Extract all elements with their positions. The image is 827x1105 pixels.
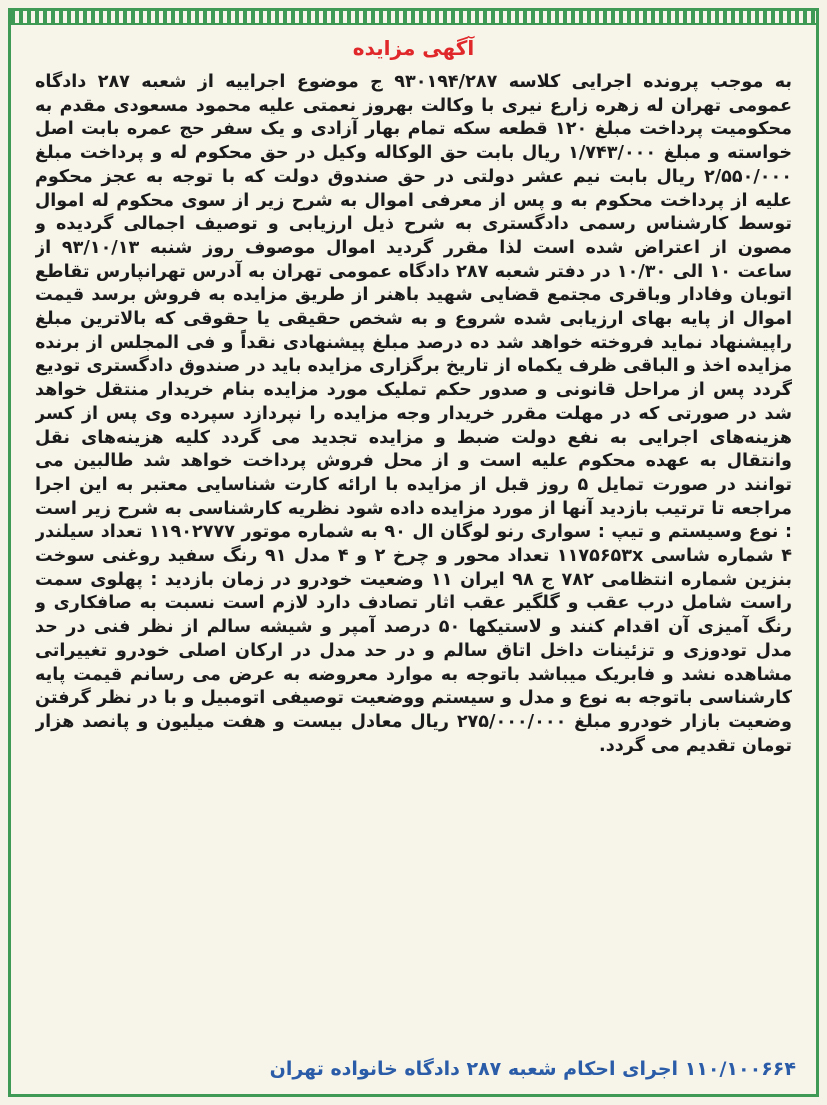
notice-footer: ۱۱۰/۱۰۰۶۶۴ اجرای احکام شعبه ۲۸۷ دادگاه خانواده تهران: [269, 1058, 796, 1080]
decorative-border: [11, 11, 816, 25]
notice-title: آگهی مزایده: [352, 36, 475, 60]
notice-body: به موجب پرونده اجرایی کلاسه ۹۳۰۱۹۴/۲۸۷ ج موضوع اجراییه از شعبه ۲۸۷ دادگاه عمومی تهران له زهره زارع نیری با وکالت بهروز نعمتی علیه محمود مسعودی مقدم به محکومیت پرداخت مبلغ ۱۲۰ قطعه سکه تمام بهار آزادی و یک سفر حج عمره بابت اصل خواسته و مبلغ ۱/۷۴۳/۰۰۰ ریال بابت حق الوکاله وکیل در حق محکوم له و پرداخت مبلغ ۲/۵۵۰/۰۰۰ ریال بابت نیم عشر دولتی در حق صندوق دولت که با توجه به عجز محکوم علیه از پرداخت محکوم به و پس از معرفی اموال به شرح زیر از سوی محکوم له اموال توسط کارشناس رسمی دادگستری به شرح ذیل ارزیابی و توصیف اجمالی گردیده و مصون از اعتراض شده است لذا مقرر گردید اموال موصوف روز شنبه ۹۳/۱۰/۱۳ از ساعت ۱۰ الی ۱۰/۳۰ در دفتر شعبه ۲۸۷ دادگاه عمومی تهران به آدرس تهرانپارس تقاطع اتوبان وفادار وباقری مجتمع قضایی شهید باهنر از طریق مزایده به فروش برسد قیمت اموال از پایه بهای ارزیابی شده شروع و به شخص حقیقی یا حقوقی که بالاترین مبلغ راپیشنهاد نماید فروخته خواهد شد ده درصد مبلغ پیشنهادی نقداً و فی المجلس از برنده مزایده اخذ و الباقی ظرف یکماه از تاریخ برگزاری مزایده باید در صندوق دادگستری تودیع گردد پس از مراحل قانونی و صدور حکم تملیک مورد مزایده بنام خریدار منتقل خواهد شد در صورتی که در مهلت مقرر خریدار وجه مزایده را نپردازد سپرده وی پس از کسر هزینه‌های اجرایی به نفع دولت ضبط و مزایده تجدید می گردد کلیه هزینه‌های نقل وانتقال به عهده محکوم علیه است و از محل فروش پرداخت خواهد شد طالبین می توانند در صورت تمایل ۵ روز قبل از مزایده با ارائه کارت شناسایی معتبر به این اجرا مراجعه تا ترتیب بازدید آنها از مورد مزایده داده شود نظریه کارشناسی به شرح زیر است : نوع وسیستم و تیپ : سواری رنو لوگان ال ۹۰ به شماره موتور ۱۱۹۰۲۷۷۷ تعداد سیلندر ۴ شماره شاسی ۱۱۷۵۶۵۳x تعداد محور و چرخ ۲ و ۴ مدل ۹۱ رنگ سفید روغنی سوخت بنزین شماره انتظامی ۷۸۲ ج ۹۸ ایران ۱۱ وضعیت خودرو در زمان بازدید : پهلوی سمت راست شامل درب عقب و گلگیر عقب اثار تصادف دارد لازم است نسبت به صافکاری و رنگ آمیزی آن اقدام کنند و لاستیکها ۵۰ درصد آمپر و شیشه سالم از نظر فنی در حد مدل تودوزی و تزئینات داخل اتاق سالم و در حد مدل در ارکان اصلی خودرو تغییراتی مشاهده نشد و فابریک میباشد باتوجه به موارد معروضه به عرض می رسانم قیمت پایه کارشناسی باتوجه به نوع و مدل و سیستم ووضعیت توصیفی اتومبیل و با در نظر گرفتن وضعیت بازار خودرو مبلغ ۲۷۵/۰۰۰/۰۰۰ ریال معادل بیست و هفت میلیون و پانصد هزار تومان تقدیم می گردد.: [35, 72, 792, 756]
notice-frame: [8, 8, 819, 1097]
